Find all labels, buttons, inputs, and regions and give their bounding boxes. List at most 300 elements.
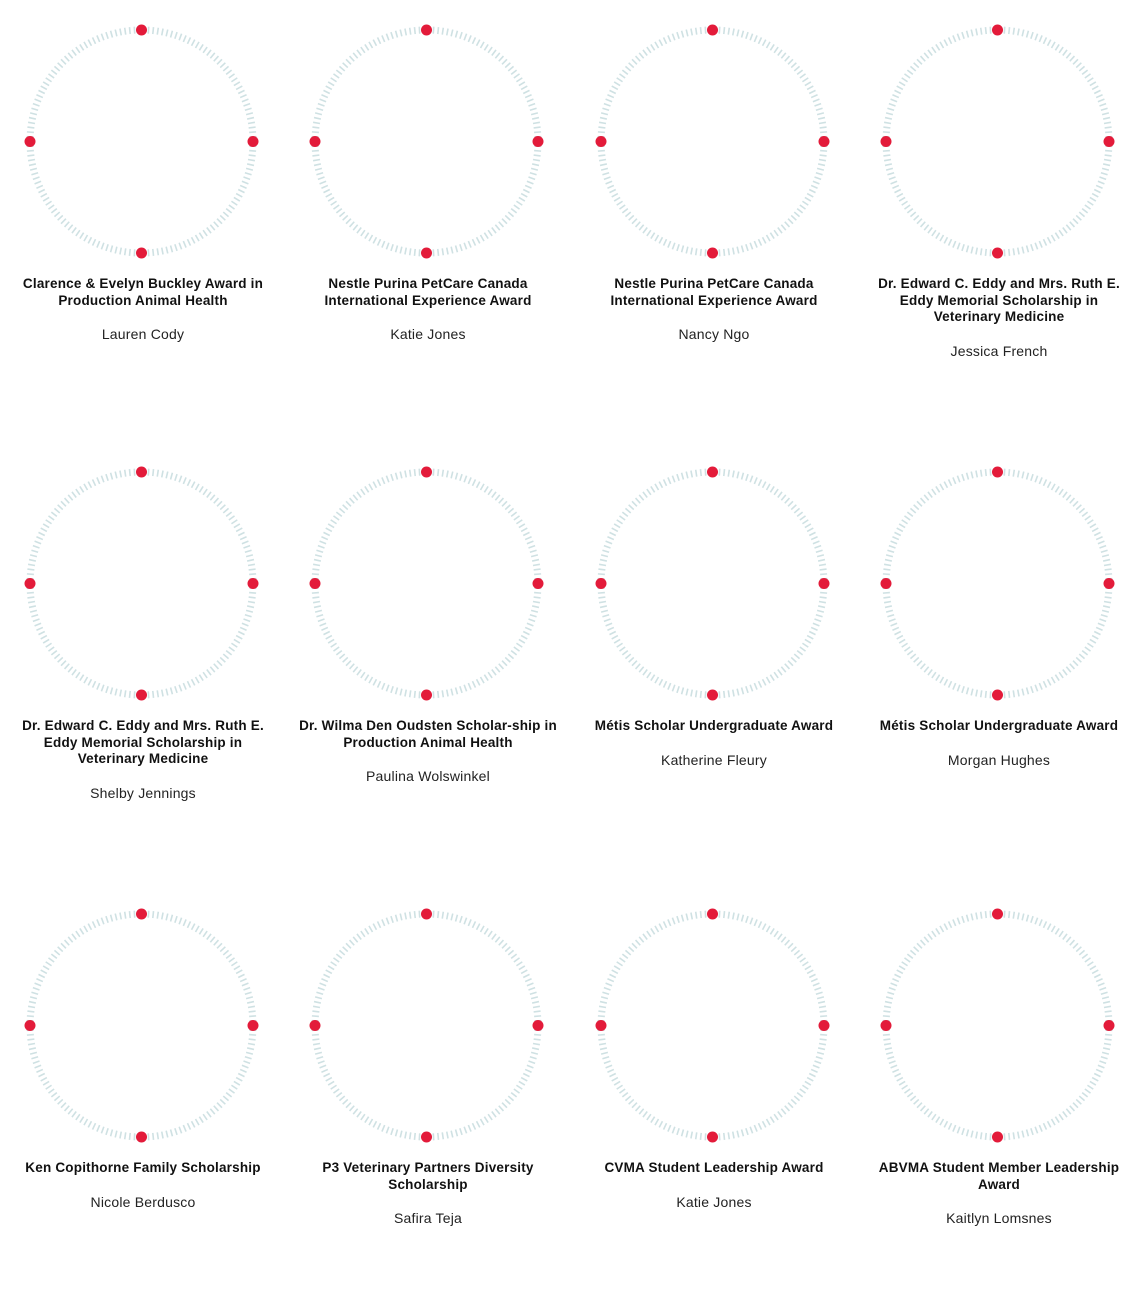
ring-tick bbox=[1098, 623, 1105, 626]
ring-tick bbox=[897, 194, 903, 197]
ring-tick bbox=[902, 520, 908, 524]
ring-tick bbox=[728, 470, 729, 477]
ring-tick bbox=[778, 670, 782, 676]
ring-tick bbox=[981, 248, 982, 255]
ring-tick bbox=[884, 1006, 891, 1007]
ring-tick bbox=[343, 505, 348, 510]
ring-tick bbox=[532, 1048, 539, 1049]
ring-tick bbox=[350, 498, 355, 503]
ring-tick bbox=[129, 469, 130, 476]
ring-tick bbox=[76, 47, 80, 53]
ring-tick bbox=[967, 1130, 969, 1137]
ring-tick bbox=[80, 675, 84, 681]
ring-tick bbox=[508, 508, 513, 513]
ring-tick bbox=[508, 950, 513, 955]
ring-tick bbox=[357, 228, 361, 234]
ring-tick bbox=[328, 966, 334, 970]
ring-tick bbox=[245, 550, 252, 552]
ring-tick bbox=[153, 691, 154, 698]
ring-tick bbox=[333, 516, 339, 520]
ring-tick bbox=[1090, 1081, 1096, 1085]
ring-tick bbox=[468, 919, 471, 925]
ring-tick bbox=[531, 113, 538, 115]
ring-tick bbox=[29, 606, 36, 607]
ring-tick bbox=[928, 934, 932, 940]
ring-tick bbox=[318, 1061, 325, 1063]
ring-tick bbox=[488, 489, 492, 495]
ring-tick bbox=[58, 1099, 63, 1104]
ring-tick bbox=[400, 30, 402, 37]
recipient-name: Kaitlyn Lomsnes bbox=[868, 1209, 1130, 1227]
ring-tick bbox=[365, 44, 369, 50]
ring-tick bbox=[391, 916, 393, 923]
ring-tick bbox=[1087, 1085, 1093, 1089]
ring-tick bbox=[1079, 950, 1084, 955]
ring-tick bbox=[1102, 555, 1109, 557]
ring-tick bbox=[672, 918, 674, 925]
ring-tick bbox=[813, 623, 820, 626]
ring-tick bbox=[1099, 104, 1106, 106]
ring-tick bbox=[928, 492, 932, 498]
ring-tick bbox=[346, 1103, 351, 1108]
ring-tick bbox=[523, 532, 529, 535]
ring-tick bbox=[106, 244, 108, 251]
ring-tick bbox=[632, 943, 637, 948]
ring-tick bbox=[30, 610, 37, 612]
ring-tick bbox=[612, 1078, 618, 1081]
ring-tick bbox=[386, 685, 388, 692]
ring-tick bbox=[179, 34, 181, 41]
ring-tick bbox=[917, 1103, 922, 1108]
ring-tick bbox=[84, 677, 88, 683]
ring-tick bbox=[192, 40, 195, 46]
ring-tick bbox=[1098, 983, 1105, 986]
ring-tick bbox=[1039, 477, 1042, 483]
ring-tick bbox=[76, 931, 80, 937]
ring-tick bbox=[68, 225, 72, 230]
ring-tick bbox=[245, 173, 252, 175]
ring-tick bbox=[884, 602, 891, 603]
ring-tick bbox=[802, 1085, 808, 1089]
ring-tick bbox=[750, 476, 752, 483]
ring-tick bbox=[33, 988, 40, 990]
ring-tick bbox=[1105, 1039, 1112, 1040]
ring-tick bbox=[659, 40, 662, 46]
ring-tick bbox=[1092, 86, 1098, 89]
ring-tick bbox=[1098, 181, 1105, 184]
ring-tick bbox=[886, 610, 893, 612]
ring-tick bbox=[238, 90, 244, 93]
ring-tick bbox=[519, 82, 525, 86]
ring-tick bbox=[604, 104, 611, 106]
ring-dot-left bbox=[596, 578, 607, 589]
award-title bbox=[297, 718, 559, 785]
ring-tick bbox=[1043, 239, 1046, 245]
ring-tick bbox=[229, 516, 235, 520]
ring-tick bbox=[797, 651, 802, 655]
ring-tick bbox=[162, 471, 163, 478]
ring-tick bbox=[38, 190, 44, 193]
ring-tick bbox=[1018, 471, 1019, 478]
ring-tick bbox=[396, 473, 398, 480]
ring-tick bbox=[464, 1127, 466, 1134]
ring-tick bbox=[949, 479, 952, 485]
ring-tick bbox=[892, 185, 898, 188]
ring-tick bbox=[248, 122, 255, 123]
ring-tick bbox=[532, 118, 539, 119]
ring-tick bbox=[357, 1112, 361, 1118]
ring-tick bbox=[883, 597, 890, 598]
ring-tick bbox=[410, 912, 411, 919]
ring-tick bbox=[223, 508, 228, 513]
ring-tick bbox=[818, 1002, 825, 1003]
ring-tick bbox=[488, 672, 492, 678]
ring-tick bbox=[373, 679, 376, 685]
ring-tick bbox=[495, 1109, 499, 1114]
ring-tick bbox=[696, 690, 697, 697]
ring-tick bbox=[632, 1103, 637, 1108]
ring-tick bbox=[932, 489, 936, 495]
ring-tick bbox=[111, 915, 113, 922]
ring-tick bbox=[746, 32, 748, 39]
ring-tick bbox=[125, 470, 126, 477]
ring-tick bbox=[238, 190, 244, 193]
ring-tick bbox=[93, 1123, 96, 1129]
ring-tick bbox=[632, 219, 637, 224]
ring-tick bbox=[326, 86, 332, 89]
ring-tick bbox=[763, 679, 766, 685]
ring-dot-left bbox=[881, 578, 892, 589]
ring-tick bbox=[791, 63, 796, 68]
ring-tick bbox=[758, 239, 761, 245]
ring-tick bbox=[162, 29, 163, 36]
ring-tick bbox=[607, 537, 613, 540]
ring-tick bbox=[72, 670, 76, 676]
ring-tick bbox=[1027, 246, 1029, 253]
ring-tick bbox=[534, 155, 541, 156]
ring-tick bbox=[700, 27, 701, 34]
ring-tick bbox=[742, 688, 744, 695]
ring-tick bbox=[468, 683, 471, 689]
ring-tick bbox=[816, 108, 823, 110]
ring-tick bbox=[672, 685, 674, 692]
ring-tick bbox=[659, 1121, 662, 1127]
ring-tick bbox=[894, 90, 900, 93]
ring-tick bbox=[313, 160, 320, 161]
ring-tick bbox=[891, 983, 898, 986]
ring-tick bbox=[778, 50, 782, 56]
ring-tick bbox=[781, 53, 785, 58]
ring-tick bbox=[1103, 560, 1110, 561]
ring-tick bbox=[733, 29, 734, 36]
ring-tick bbox=[1070, 940, 1075, 945]
ring-tick bbox=[770, 44, 774, 50]
ring-tick bbox=[647, 230, 651, 236]
ring-tick bbox=[365, 486, 369, 492]
ring-tick bbox=[378, 1123, 381, 1129]
ring-tick bbox=[508, 1096, 513, 1101]
ring-tick bbox=[46, 643, 52, 647]
ring-tick bbox=[464, 34, 466, 41]
ring-tick bbox=[101, 243, 103, 250]
ring-tick bbox=[602, 108, 609, 110]
ring-tick bbox=[632, 661, 637, 666]
ring-tick bbox=[361, 931, 365, 937]
ring-tick bbox=[1103, 1002, 1110, 1003]
ring-tick bbox=[414, 469, 415, 476]
ring-tick bbox=[932, 672, 936, 678]
ring-tick bbox=[58, 215, 63, 220]
ring-tick bbox=[1092, 970, 1098, 973]
recipient-name: Morgan Hughes bbox=[868, 751, 1130, 769]
ring-tick bbox=[80, 928, 84, 934]
ring-tick bbox=[72, 228, 76, 234]
ring-tick bbox=[312, 1039, 319, 1040]
ring-tick bbox=[677, 1128, 679, 1135]
ring-tick bbox=[805, 197, 811, 201]
ring-tick bbox=[904, 205, 910, 209]
ring-tick bbox=[921, 498, 926, 503]
ring-tick bbox=[339, 66, 344, 71]
ring-tick bbox=[696, 470, 697, 477]
ring-tick bbox=[333, 74, 339, 78]
ring-tick bbox=[484, 675, 488, 681]
ring-tick bbox=[328, 1081, 334, 1085]
ring-tick bbox=[346, 943, 351, 948]
ring-tick bbox=[369, 677, 373, 683]
ring-tick bbox=[249, 1011, 256, 1012]
ring-tick bbox=[1035, 243, 1037, 250]
ring-dot-right bbox=[248, 578, 259, 589]
ring-tick bbox=[481, 235, 485, 241]
ring-tick bbox=[472, 239, 475, 245]
ring-tick bbox=[897, 636, 903, 639]
ring-tick bbox=[378, 239, 381, 245]
ring-tick bbox=[396, 1130, 398, 1137]
ring-tick bbox=[758, 37, 761, 43]
ring-tick bbox=[1059, 230, 1063, 236]
ring-tick bbox=[48, 647, 54, 651]
award-title bbox=[868, 718, 1130, 769]
ring-tick bbox=[400, 689, 402, 696]
ring-ticks bbox=[27, 469, 257, 699]
ring-tick bbox=[54, 508, 59, 513]
ring-tick bbox=[76, 1114, 80, 1120]
ring-tick bbox=[643, 50, 647, 56]
ring-tick bbox=[199, 486, 203, 492]
ring-tick bbox=[814, 1061, 821, 1063]
ring-tick bbox=[530, 108, 537, 110]
ring-tick bbox=[350, 1106, 355, 1111]
ring-tick bbox=[917, 59, 922, 64]
ring-tick bbox=[249, 1016, 256, 1017]
ring-tick bbox=[1099, 1061, 1106, 1063]
ring-tick bbox=[600, 118, 607, 119]
ring-tick bbox=[199, 233, 203, 239]
ring-tick bbox=[936, 486, 940, 492]
ring-tick bbox=[746, 474, 748, 481]
ring-tick bbox=[953, 477, 956, 483]
ring-tick bbox=[742, 31, 744, 38]
ring-tick bbox=[953, 35, 956, 41]
ring-tick bbox=[187, 921, 190, 927]
ring-tick bbox=[51, 954, 56, 958]
ring-tick bbox=[243, 104, 250, 106]
ring-tick bbox=[774, 1114, 778, 1120]
ring-dot-top bbox=[992, 467, 1003, 478]
ring-tick bbox=[957, 918, 959, 925]
ring-tick bbox=[691, 913, 692, 920]
ring-tick bbox=[511, 512, 516, 516]
ring-tick bbox=[220, 505, 225, 510]
ring-tick bbox=[343, 1099, 348, 1104]
ring-tick bbox=[629, 215, 634, 220]
ring-tick bbox=[1027, 688, 1029, 695]
ring-tick bbox=[1102, 113, 1109, 115]
ring-tick bbox=[728, 248, 729, 255]
ring-tick bbox=[609, 190, 615, 193]
ring-tick bbox=[936, 1117, 940, 1123]
ring-tick bbox=[643, 934, 647, 940]
ring-tick bbox=[770, 233, 774, 239]
ring-tick bbox=[659, 924, 662, 930]
ring-tick bbox=[361, 1114, 365, 1120]
ring-tick bbox=[484, 486, 488, 492]
ring-tick bbox=[677, 32, 679, 39]
ring-tick bbox=[502, 59, 507, 64]
ring-tick bbox=[1073, 501, 1078, 506]
ring-tick bbox=[682, 31, 684, 38]
ring-tick bbox=[599, 1006, 606, 1007]
ring-tick bbox=[58, 505, 63, 510]
ring-tick bbox=[361, 672, 365, 678]
ring-tick bbox=[797, 70, 802, 74]
ring-tick bbox=[166, 472, 168, 479]
ring-tick bbox=[813, 99, 820, 102]
ring-tick bbox=[339, 508, 344, 513]
ring-ticks bbox=[598, 469, 828, 699]
ring-tick bbox=[819, 122, 826, 123]
ring-tick bbox=[505, 63, 510, 68]
ring-tick bbox=[902, 962, 908, 966]
ring-tick bbox=[598, 569, 605, 570]
ring-tick bbox=[601, 997, 608, 999]
ring-tick bbox=[84, 926, 88, 932]
ring-tick bbox=[1035, 34, 1037, 41]
ring-tick bbox=[505, 1099, 510, 1104]
ring-tick bbox=[373, 40, 376, 46]
ring-tick bbox=[619, 958, 625, 962]
ring-tick bbox=[217, 1103, 222, 1108]
ring-tick bbox=[246, 555, 253, 557]
ring-tick bbox=[609, 632, 615, 635]
ring-tick bbox=[894, 532, 900, 535]
ring-ticks bbox=[312, 469, 542, 699]
ring-tick bbox=[357, 934, 361, 940]
ring-tick bbox=[1087, 201, 1093, 205]
ring-tick bbox=[639, 937, 643, 942]
ring-tick bbox=[312, 593, 319, 594]
ring-tick bbox=[534, 593, 541, 594]
ring-tick bbox=[223, 66, 228, 71]
ring-tick bbox=[1048, 679, 1051, 685]
ring-tick bbox=[1105, 132, 1112, 133]
ring-tick bbox=[242, 541, 249, 544]
ring-tick bbox=[737, 30, 739, 37]
ring-tick bbox=[1094, 1074, 1100, 1077]
ring-tick bbox=[672, 476, 674, 483]
ring-tick bbox=[36, 1069, 42, 1072]
ring-dot-top bbox=[136, 909, 147, 920]
ring-dot-right bbox=[248, 1020, 259, 1031]
ring-tick bbox=[27, 1011, 34, 1012]
ring-tick bbox=[632, 501, 637, 506]
ring-tick bbox=[1073, 1103, 1078, 1108]
ring-tick bbox=[249, 132, 256, 133]
ring-tick bbox=[672, 34, 674, 41]
ring-tick bbox=[48, 958, 54, 962]
ring-tick bbox=[818, 1048, 825, 1049]
ring-tick bbox=[816, 992, 823, 994]
ring-tick bbox=[226, 209, 231, 213]
ring-tick bbox=[668, 683, 671, 689]
ring-tick bbox=[318, 546, 325, 548]
ring-tick bbox=[410, 1132, 411, 1139]
ring-tick bbox=[763, 237, 766, 243]
ring-tick bbox=[43, 82, 49, 86]
ring-tick bbox=[600, 1002, 607, 1003]
ring-tick bbox=[410, 28, 411, 35]
ring-tick bbox=[502, 501, 507, 506]
ring-tick bbox=[492, 228, 496, 234]
ring-tick bbox=[805, 966, 811, 970]
ring-tick bbox=[957, 1127, 959, 1134]
ring-tick bbox=[940, 926, 944, 932]
ring-tick bbox=[1039, 1125, 1042, 1131]
ring-tick bbox=[691, 1132, 692, 1139]
ring-tick bbox=[438, 1133, 439, 1140]
ring-tick bbox=[981, 28, 982, 35]
ring-tick bbox=[774, 230, 778, 236]
ring-tick bbox=[788, 501, 793, 506]
ring-tick bbox=[1073, 219, 1078, 224]
ring-tick bbox=[451, 30, 453, 37]
ring-tick bbox=[153, 911, 154, 918]
ring-tick bbox=[323, 90, 329, 93]
ring-tick bbox=[249, 597, 256, 598]
ring-tick bbox=[619, 74, 625, 78]
ring-tick bbox=[904, 74, 910, 78]
ring-tick bbox=[1063, 228, 1067, 234]
ring-tick bbox=[382, 241, 385, 247]
award-card bbox=[571, 0, 857, 420]
ring-tick bbox=[106, 686, 108, 693]
ring-tick bbox=[492, 1112, 496, 1118]
ring-tick bbox=[456, 1130, 458, 1137]
ring-tick bbox=[1076, 505, 1081, 510]
award-title bbox=[297, 276, 559, 343]
ring-tick bbox=[774, 489, 778, 495]
ring-tick bbox=[1102, 1052, 1109, 1054]
ring-dot-right bbox=[819, 578, 830, 589]
ring-tick bbox=[442, 470, 443, 477]
ring-dot-top bbox=[992, 909, 1003, 920]
ring-tick bbox=[48, 74, 54, 78]
ring-tick bbox=[120, 913, 121, 920]
ring-tick bbox=[601, 1052, 608, 1054]
ring-tick bbox=[672, 1127, 674, 1134]
ring-tick bbox=[51, 70, 56, 74]
